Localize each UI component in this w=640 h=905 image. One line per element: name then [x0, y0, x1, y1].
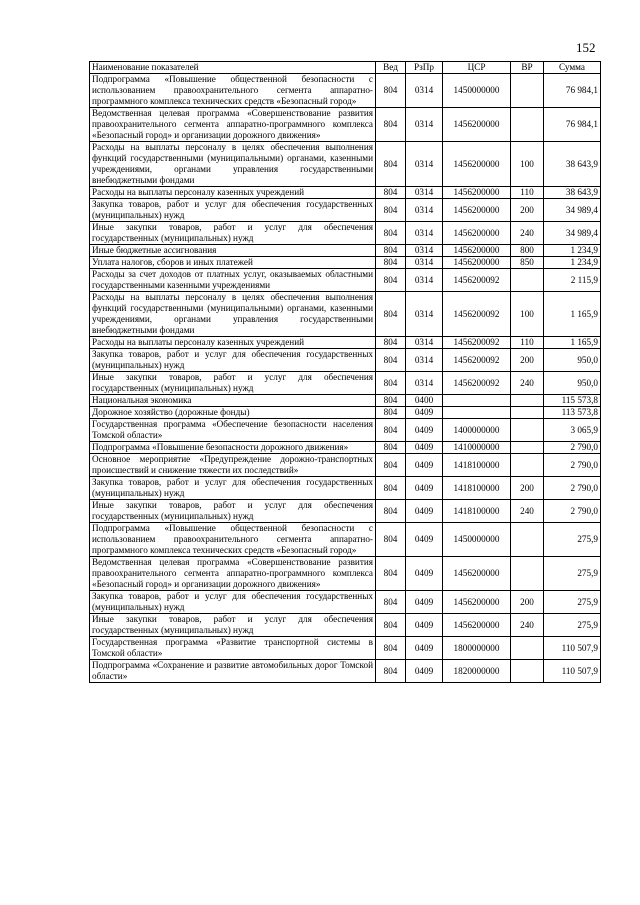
cell-rzpr: 0314 [406, 257, 443, 269]
cell-sum: 2 790,0 [544, 442, 601, 454]
cell-rzpr: 0400 [406, 395, 443, 407]
cell-sum: 110 507,9 [544, 660, 601, 683]
cell-ved: 804 [376, 108, 406, 142]
cell-csr: 1456200000 [443, 557, 511, 591]
cell-sum: 110 507,9 [544, 637, 601, 660]
cell-ved: 804 [376, 637, 406, 660]
cell-name: Иные закупки товаров, работ и услуг для обеспечения государственных (муниципальных) нужд [90, 372, 376, 395]
cell-rzpr: 0409 [406, 454, 443, 477]
cell-csr: 1456200092 [443, 337, 511, 349]
cell-sum: 1 234,9 [544, 245, 601, 257]
cell-vr [511, 442, 544, 454]
cell-sum: 2 790,0 [544, 454, 601, 477]
cell-name: Расходы на выплаты персоналу казенных учреждений [90, 187, 376, 199]
cell-sum: 115 573,8 [544, 395, 601, 407]
table-header-row [90, 62, 601, 74]
cell-vr [511, 269, 544, 292]
cell-sum: 275,9 [544, 614, 601, 637]
cell-name: Иные закупки товаров, работ и услуг для обеспечения государственных (муниципальных) нужд [90, 614, 376, 637]
cell-ved: 804 [376, 500, 406, 523]
cell-rzpr: 0409 [406, 637, 443, 660]
cell-vr [511, 395, 544, 407]
table-row [90, 372, 601, 395]
header-sum: Сумма [544, 62, 601, 74]
table-row [90, 395, 601, 407]
cell-ved: 804 [376, 614, 406, 637]
cell-ved: 804 [376, 74, 406, 108]
cell-rzpr: 0314 [406, 292, 443, 337]
cell-csr: 1418100000 [443, 500, 511, 523]
table-row [90, 257, 601, 269]
cell-csr: 1456200092 [443, 292, 511, 337]
table-row [90, 523, 601, 557]
cell-name: Уплата налогов, сборов и иных платежей [90, 257, 376, 269]
cell-rzpr: 0409 [406, 477, 443, 500]
table-row [90, 442, 601, 454]
cell-rzpr: 0409 [406, 614, 443, 637]
table-row [90, 269, 601, 292]
cell-sum: 34 989,4 [544, 199, 601, 222]
table-row [90, 245, 601, 257]
cell-csr: 1456200000 [443, 614, 511, 637]
cell-ved: 804 [376, 407, 406, 419]
cell-rzpr: 0314 [406, 337, 443, 349]
cell-ved: 804 [376, 454, 406, 477]
cell-name: Основное мероприятие «Предупреждение дорожно-транспортных происшествий и снижение тяжести их последствий» [90, 454, 376, 477]
table-row [90, 74, 601, 108]
cell-sum: 76 984,1 [544, 108, 601, 142]
cell-sum: 3 065,9 [544, 419, 601, 442]
table-row [90, 591, 601, 614]
cell-sum: 2 790,0 [544, 477, 601, 500]
cell-rzpr: 0314 [406, 108, 443, 142]
cell-name: Подпрограмма «Повышение безопасности дорожного движения» [90, 442, 376, 454]
cell-name: Иные закупки товаров, работ и услуг для обеспечения государственных (муниципальных) нужд [90, 500, 376, 523]
cell-ved: 804 [376, 269, 406, 292]
cell-sum: 275,9 [544, 557, 601, 591]
cell-name: Ведомственная целевая программа «Совершенствование развития правоохранительного сегмента аппаратно-программного комплекса «Безопасный город» и организации дорожного движения» [90, 557, 376, 591]
cell-sum: 950,0 [544, 372, 601, 395]
cell-ved: 804 [376, 395, 406, 407]
cell-ved: 804 [376, 660, 406, 683]
page-number: 152 [576, 40, 596, 55]
header-ved: Вед [376, 62, 406, 74]
cell-sum: 275,9 [544, 591, 601, 614]
cell-ved: 804 [376, 419, 406, 442]
cell-vr: 200 [511, 199, 544, 222]
cell-name: Расходы на выплаты персоналу в целях обеспечения выполнения функций государственными (муниципальными) органами, казенными учреждениями, органами управления государственными внебюджетными фондами [90, 142, 376, 187]
cell-vr: 200 [511, 477, 544, 500]
cell-csr: 1456200000 [443, 199, 511, 222]
cell-csr: 1456200092 [443, 372, 511, 395]
cell-sum: 34 989,4 [544, 222, 601, 245]
cell-rzpr: 0409 [406, 523, 443, 557]
cell-sum: 275,9 [544, 523, 601, 557]
cell-ved: 804 [376, 187, 406, 199]
table-row [90, 454, 601, 477]
cell-vr: 100 [511, 142, 544, 187]
table-row [90, 614, 601, 637]
cell-vr [511, 407, 544, 419]
cell-csr [443, 407, 511, 419]
cell-vr: 800 [511, 245, 544, 257]
cell-vr [511, 74, 544, 108]
budget-table [89, 61, 601, 683]
cell-csr: 1456200000 [443, 108, 511, 142]
cell-name: Подпрограмма «Повышение общественной безопасности с использованием правоохранительного сегмента аппаратно-программного комплекса технических средств «Безопасный город» [90, 523, 376, 557]
cell-vr: 200 [511, 591, 544, 614]
cell-vr: 240 [511, 222, 544, 245]
cell-vr [511, 419, 544, 442]
cell-csr: 1450000000 [443, 74, 511, 108]
cell-rzpr: 0314 [406, 269, 443, 292]
cell-ved: 804 [376, 292, 406, 337]
cell-name: Дорожное хозяйство (дорожные фонды) [90, 407, 376, 419]
cell-vr [511, 557, 544, 591]
header-rzpr: РзПр [406, 62, 443, 74]
table-row [90, 557, 601, 591]
cell-rzpr: 0409 [406, 500, 443, 523]
cell-csr: 1456200000 [443, 222, 511, 245]
cell-csr: 1456200092 [443, 349, 511, 372]
table-row [90, 419, 601, 442]
cell-rzpr: 0409 [406, 591, 443, 614]
cell-vr: 200 [511, 349, 544, 372]
cell-sum: 1 165,9 [544, 337, 601, 349]
cell-name: Иные бюджетные ассигнования [90, 245, 376, 257]
cell-ved: 804 [376, 477, 406, 500]
table-row [90, 660, 601, 683]
cell-csr: 1418100000 [443, 477, 511, 500]
cell-name: Подпрограмма «Сохранение и развитие автомобильных дорог Томской области» [90, 660, 376, 683]
cell-vr: 110 [511, 187, 544, 199]
cell-csr: 1450000000 [443, 523, 511, 557]
cell-rzpr: 0314 [406, 142, 443, 187]
table-row [90, 637, 601, 660]
table-row [90, 292, 601, 337]
cell-ved: 804 [376, 372, 406, 395]
cell-csr: 1456200092 [443, 269, 511, 292]
cell-name: Иные закупки товаров, работ и услуг для обеспечения государственных (муниципальных) нужд [90, 222, 376, 245]
cell-ved: 804 [376, 523, 406, 557]
cell-sum: 38 643,9 [544, 142, 601, 187]
cell-csr: 1400000000 [443, 419, 511, 442]
cell-rzpr: 0409 [406, 442, 443, 454]
cell-ved: 804 [376, 142, 406, 187]
table-row [90, 349, 601, 372]
cell-vr [511, 523, 544, 557]
cell-csr: 1456200000 [443, 245, 511, 257]
cell-ved: 804 [376, 591, 406, 614]
table-row [90, 142, 601, 187]
cell-rzpr: 0314 [406, 74, 443, 108]
cell-vr: 240 [511, 614, 544, 637]
cell-csr: 1800000000 [443, 637, 511, 660]
cell-sum: 1 165,9 [544, 292, 601, 337]
cell-rzpr: 0314 [406, 372, 443, 395]
cell-ved: 804 [376, 257, 406, 269]
cell-sum: 38 643,9 [544, 187, 601, 199]
cell-rzpr: 0409 [406, 557, 443, 591]
cell-sum: 950,0 [544, 349, 601, 372]
cell-csr: 1456200000 [443, 591, 511, 614]
cell-vr: 850 [511, 257, 544, 269]
cell-vr [511, 108, 544, 142]
cell-ved: 804 [376, 222, 406, 245]
table-row [90, 500, 601, 523]
cell-vr [511, 454, 544, 477]
cell-name: Закупка товаров, работ и услуг для обеспечения государственных (муниципальных) нужд [90, 477, 376, 500]
cell-sum: 1 234,9 [544, 257, 601, 269]
cell-csr [443, 395, 511, 407]
cell-sum: 76 984,1 [544, 74, 601, 108]
cell-vr: 240 [511, 372, 544, 395]
header-name: Наименование показателей [90, 62, 376, 74]
cell-name: Расходы на выплаты персоналу казенных учреждений [90, 337, 376, 349]
cell-vr [511, 660, 544, 683]
cell-name: Государственная программа «Развитие транспортной системы в Томской области» [90, 637, 376, 660]
cell-name: Ведомственная целевая программа «Совершенствование развития правоохранительного сегмента аппаратно-программного комплекса «Безопасный город» и организации дорожного движения» [90, 108, 376, 142]
cell-sum: 113 573,8 [544, 407, 601, 419]
cell-csr: 1456200000 [443, 187, 511, 199]
cell-name: Национальная экономика [90, 395, 376, 407]
cell-ved: 804 [376, 442, 406, 454]
cell-vr: 240 [511, 500, 544, 523]
table-row [90, 108, 601, 142]
cell-rzpr: 0314 [406, 187, 443, 199]
header-vr: ВР [511, 62, 544, 74]
cell-ved: 804 [376, 557, 406, 591]
cell-name: Закупка товаров, работ и услуг для обеспечения государственных (муниципальных) нужд [90, 349, 376, 372]
table-row [90, 407, 601, 419]
cell-ved: 804 [376, 245, 406, 257]
cell-rzpr: 0409 [406, 419, 443, 442]
cell-sum: 2 790,0 [544, 500, 601, 523]
cell-name: Расходы за счет доходов от платных услуг, оказываемых областными государственными казенными учреждениями [90, 269, 376, 292]
cell-name: Расходы на выплаты персоналу в целях обеспечения выполнения функций государственными (муниципальными) органами, казенными учреждениями, органами управления государственными внебюджетными фондами [90, 292, 376, 337]
table-row [90, 337, 601, 349]
cell-vr: 100 [511, 292, 544, 337]
cell-name: Государственная программа «Обеспечение безопасности населения Томской области» [90, 419, 376, 442]
table-row [90, 199, 601, 222]
cell-ved: 804 [376, 337, 406, 349]
table-row [90, 187, 601, 199]
cell-rzpr: 0409 [406, 407, 443, 419]
cell-name: Закупка товаров, работ и услуг для обеспечения государственных (муниципальных) нужд [90, 199, 376, 222]
cell-csr: 1418100000 [443, 454, 511, 477]
cell-name: Подпрограмма «Повышение общественной безопасности с использованием правоохранительного сегмента аппаратно-программного комплекса технических средств «Безопасный город» [90, 74, 376, 108]
table-row [90, 477, 601, 500]
cell-rzpr: 0314 [406, 199, 443, 222]
cell-csr: 1410000000 [443, 442, 511, 454]
cell-ved: 804 [376, 199, 406, 222]
cell-name: Закупка товаров, работ и услуг для обеспечения государственных (муниципальных) нужд [90, 591, 376, 614]
cell-csr: 1456200000 [443, 142, 511, 187]
cell-vr: 110 [511, 337, 544, 349]
cell-vr [511, 637, 544, 660]
table-row [90, 222, 601, 245]
cell-csr: 1820000000 [443, 660, 511, 683]
cell-sum: 2 115,9 [544, 269, 601, 292]
cell-rzpr: 0314 [406, 245, 443, 257]
cell-rzpr: 0409 [406, 660, 443, 683]
cell-rzpr: 0314 [406, 349, 443, 372]
cell-ved: 804 [376, 349, 406, 372]
header-csr: ЦСР [443, 62, 511, 74]
cell-csr: 1456200000 [443, 257, 511, 269]
cell-rzpr: 0314 [406, 222, 443, 245]
